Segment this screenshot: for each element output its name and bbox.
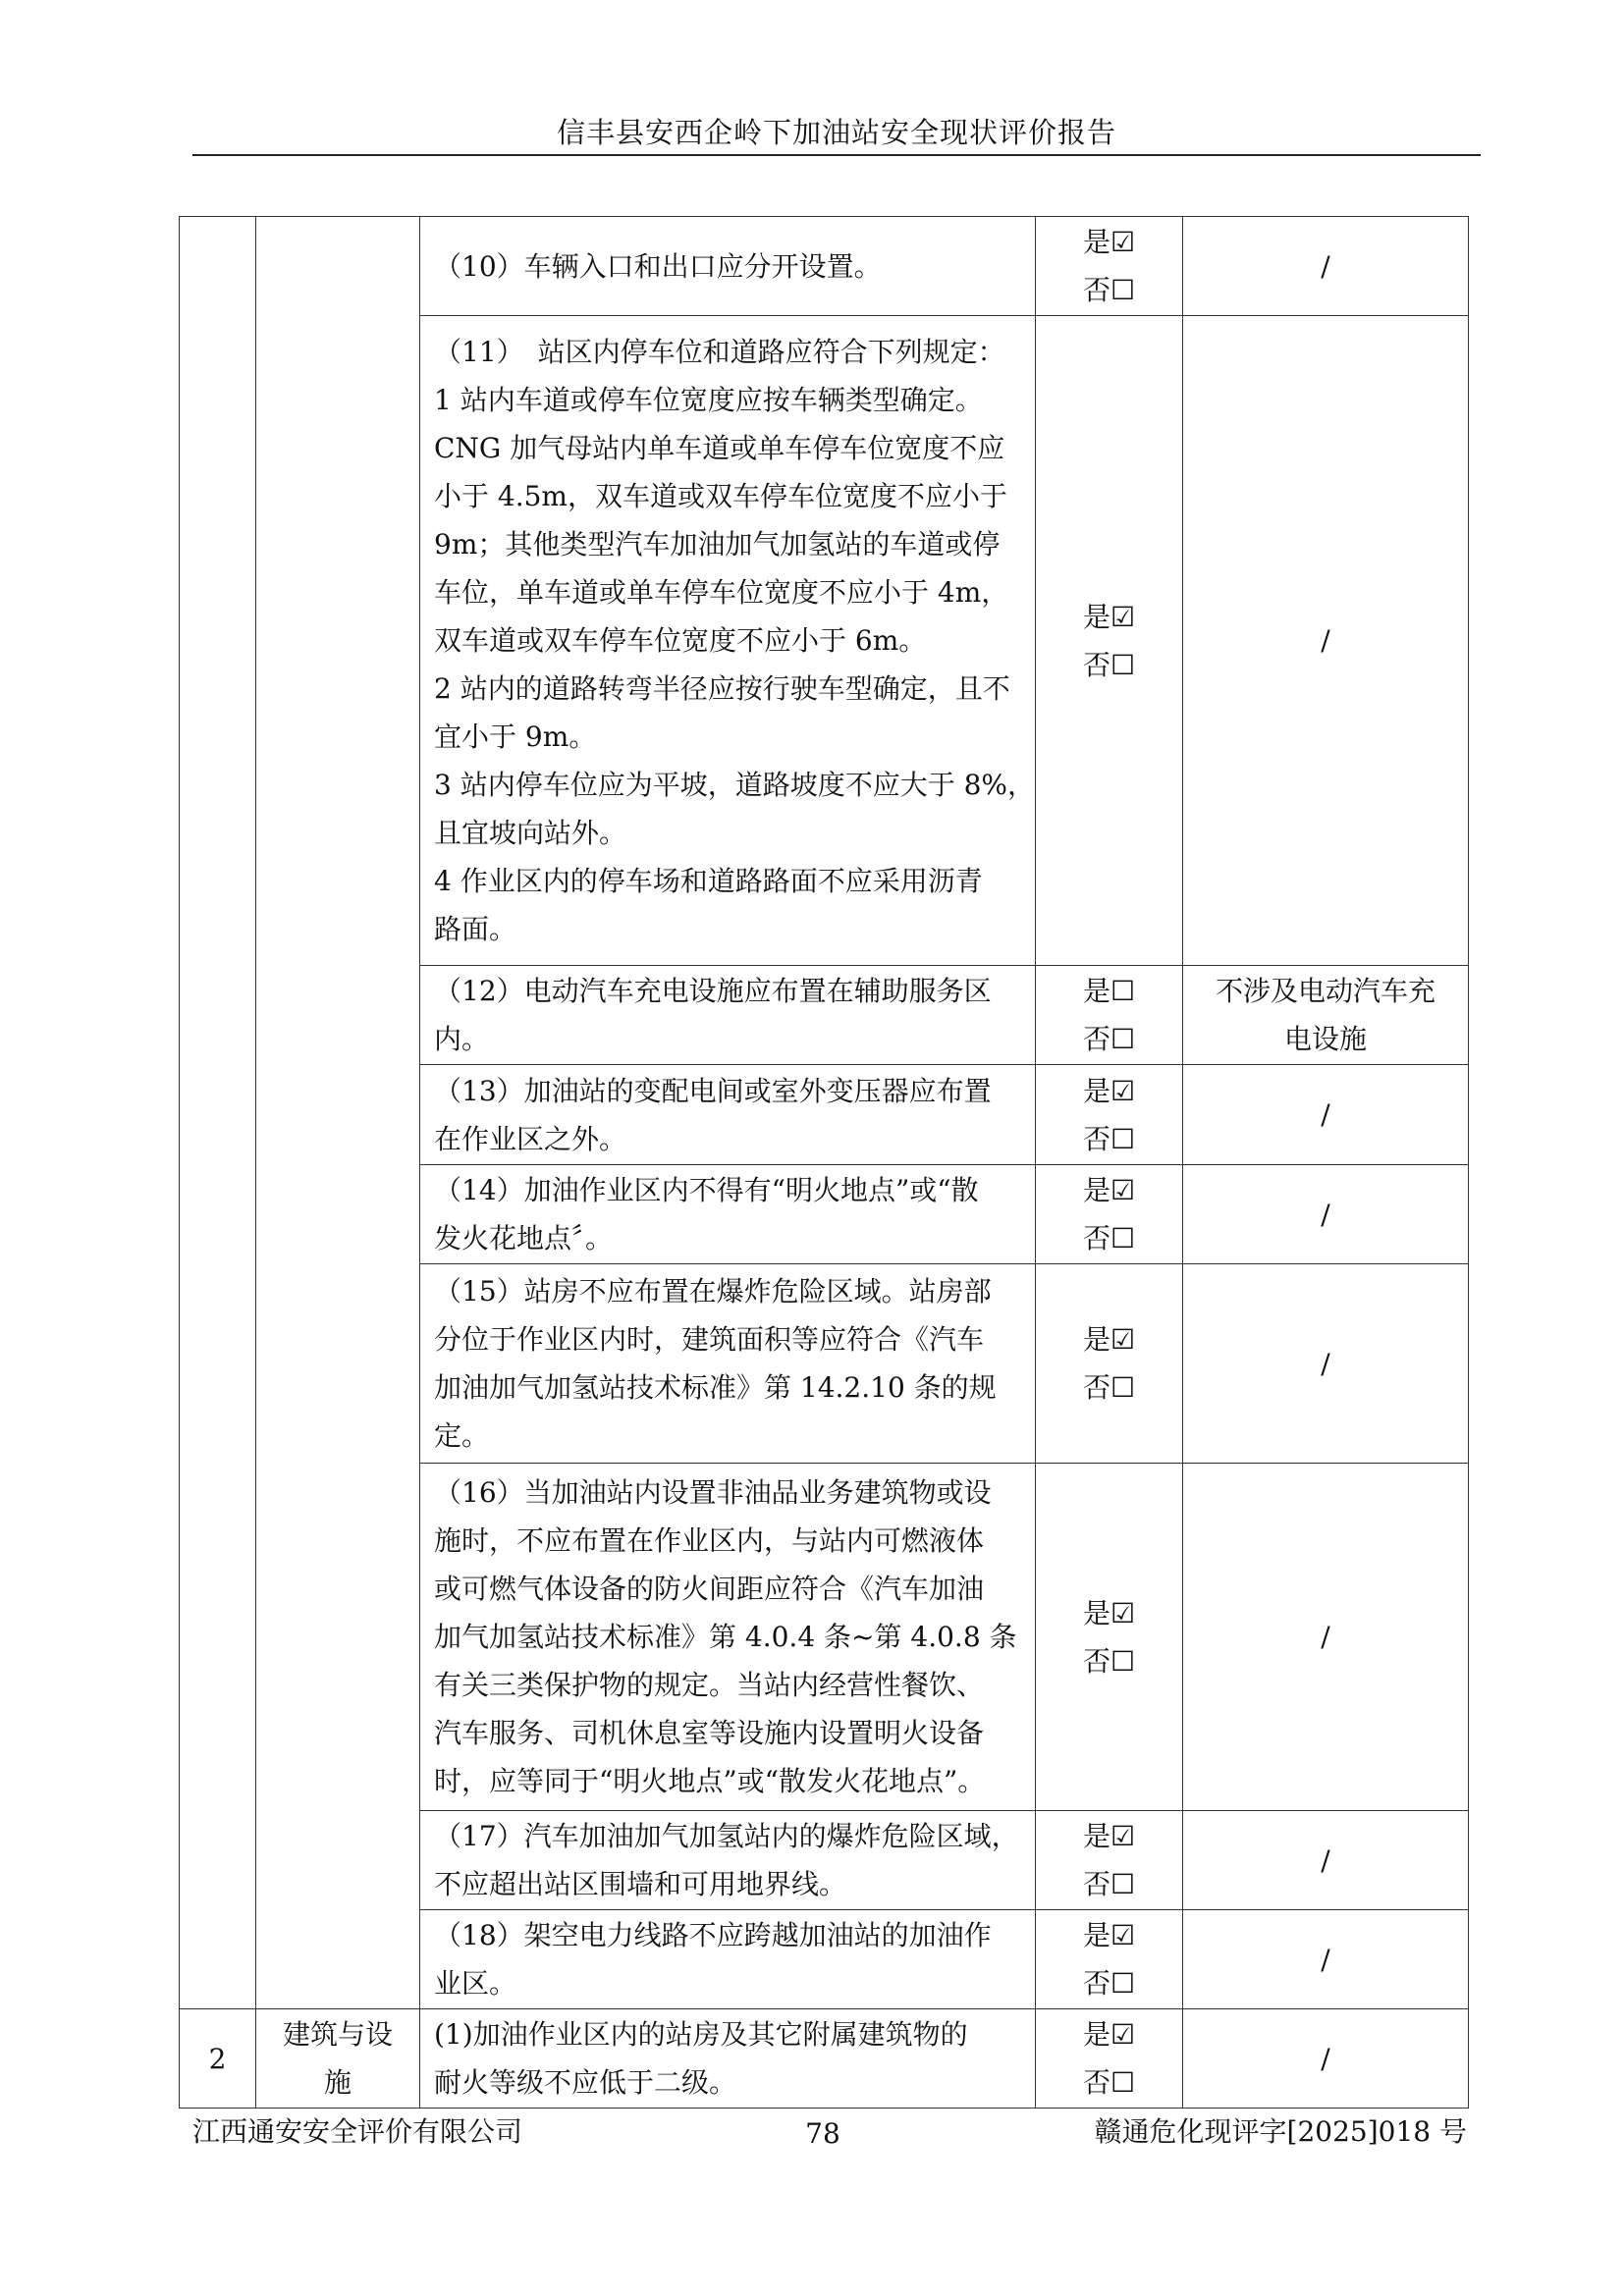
answer-no: 否☐ (1082, 1371, 1136, 1404)
requirement-cell: （17）汽车加油加气加氢站内的爆炸危险区域， 不应超出站区围墙和可用地界线。 (420, 1811, 1036, 1910)
answer-yes: 是☑ (1082, 1596, 1136, 1629)
remark-cell: / (1183, 217, 1469, 316)
table-row (180, 217, 1469, 316)
answer-cell (1036, 1065, 1183, 1165)
requirement-cell: （15）站房不应布置在爆炸危险区域。站房部 分位于作业区内时，建筑面积等应符合《汽车 加油加气加氢站技术标准》第 14.2.10 条的规 定。 (420, 1264, 1036, 1464)
footer-company: 江西通安安全评价有限公司 (192, 2115, 523, 2148)
remark-cell: / (1183, 1065, 1469, 1165)
answer-no: 否☐ (1082, 2066, 1136, 2099)
answer-yes: 是☑ (1082, 1820, 1136, 1852)
section-category-cell: 建筑与设 施 (256, 2009, 420, 2109)
answer-no: 否☐ (1082, 1868, 1136, 1900)
answer-no: 否☐ (1082, 1644, 1136, 1678)
page-number: 78 (805, 2117, 840, 2150)
answer-cell (1036, 2009, 1183, 2109)
requirement-cell: （11） 站区内停车位和道路应符合下列规定： 1 站内车道或停车位宽度应按车辆类型确定。 CNG 加气母站内单车道或单车停车位宽度不应 小于 4.5m，双车道或双车停车位宽度不应小于 9m；其他类型汽车加油加气加氢站的车道或停 车位，单车道或单车停车位宽度不应小于 4m， 双车道或双车停车位宽度不应小于 6m。 2 站内的道路转弯半径应按行驶车型确定，且不 宜小于 9m。 3 站内停车位应为平坡，道路坡度不应大于 8%， 且宜坡向站外。 4 作业区内的停车场和道路路面不应采用沥青 路面。 (420, 316, 1036, 966)
requirement-cell: （13）加油站的变配电间或室外变压器应布置 在作业区之外。 (420, 1065, 1036, 1165)
remark-cell: / (1183, 1910, 1469, 2009)
answer-no: 否☐ (1082, 1222, 1136, 1255)
answer-cell (1036, 1264, 1183, 1464)
answer-yes: 是☑ (1082, 1074, 1136, 1107)
remark-cell: / (1183, 2009, 1469, 2109)
answer-yes: 是☐ (1082, 975, 1136, 1007)
answer-no: 否☐ (1082, 1023, 1136, 1055)
section-number: 2 (208, 2042, 227, 2075)
answer-no: 否☐ (1082, 1122, 1136, 1155)
answer-yes: 是☑ (1082, 600, 1136, 633)
header-rule (192, 154, 1481, 156)
remark-cell: / (1183, 1165, 1469, 1264)
remark-cell: / (1183, 316, 1469, 966)
answer-cell (1036, 966, 1183, 1065)
requirement-cell: （12）电动汽车充电设施应布置在辅助服务区 内。 (420, 966, 1036, 1065)
remark-cell: / (1183, 1464, 1469, 1811)
requirement-cell: (1)加油作业区内的站房及其它附属建筑物的 耐火等级不应低于二级。 (420, 2009, 1036, 2109)
answer-yes: 是☑ (1082, 1323, 1136, 1356)
answer-yes: 是☑ (1082, 2018, 1136, 2051)
requirement-cell: （10）车辆入口和出口应分开设置。 (420, 217, 1036, 316)
answer-cell (1036, 1811, 1183, 1910)
evaluation-table (179, 216, 1469, 2109)
answer-cell (1036, 1910, 1183, 2009)
answer-cell (1036, 217, 1183, 316)
remark-cell: 不涉及电动汽车充 电设施 (1183, 966, 1469, 1065)
remark-cell: / (1183, 1811, 1469, 1910)
footer-report-number: 赣通危化现评字[2025]018 号 (1094, 2115, 1467, 2148)
section-category-cell (256, 217, 420, 2009)
answer-no: 否☐ (1082, 1967, 1136, 2000)
section-number-cell (180, 2009, 256, 2109)
answer-no: 否☐ (1082, 274, 1136, 306)
requirement-cell: （14）加油作业区内不得有“明火地点”或“散 发火花地点〞。 (420, 1165, 1036, 1264)
section-category: 建筑与设 (282, 2018, 393, 2051)
answer-yes: 是☑ (1082, 226, 1136, 258)
table-row (180, 2009, 1469, 2109)
requirement-cell: （16）当加油站内设置非油品业务建筑物或设 施时，不应布置在作业区内，与站内可燃液体 或可燃气体设备的防火间距应符合《汽车加油 加气加氢站技术标准》第 4.0.4 条~第 4.0.8 条 有关三类保护物的规定。当站内经营性餐饮、 汽车服务、司机休息室等设施内设置明火设备 时，应等同于“明火地点”或“散发火花地点”。 (420, 1464, 1036, 1811)
requirement-cell: （18）架空电力线路不应跨越加油站的加油作 业区。 (420, 1910, 1036, 2009)
answer-cell (1036, 316, 1183, 966)
answer-yes: 是☑ (1082, 1174, 1136, 1206)
answer-cell (1036, 1464, 1183, 1811)
remark-cell: / (1183, 1264, 1469, 1464)
answer-yes: 是☑ (1082, 1919, 1136, 1951)
answer-cell (1036, 1165, 1183, 1264)
section-number-cell (180, 217, 256, 2009)
page-header-title: 信丰县安西企岭下加油站安全现状评价报告 (556, 116, 1116, 149)
answer-no: 否☐ (1082, 648, 1136, 681)
